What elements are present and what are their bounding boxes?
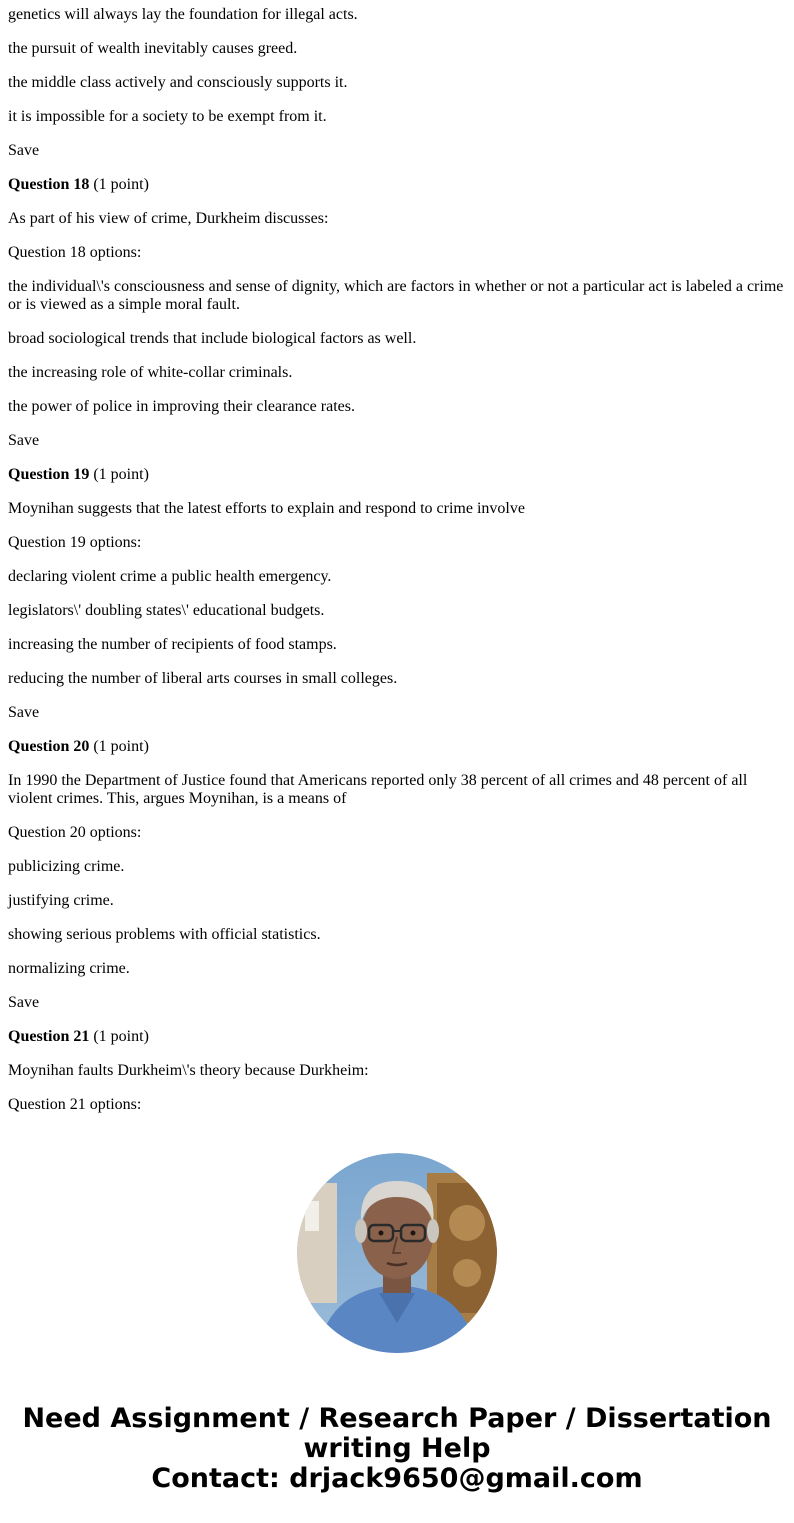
q19-number: Question 19: [8, 466, 90, 483]
q18-save-button[interactable]: Save: [8, 432, 40, 449]
q20-points: (1 point): [93, 738, 149, 755]
q21-options-label: Question 21 options:: [8, 1096, 142, 1113]
q18-number: Question 18: [8, 176, 90, 193]
q19-option-1[interactable]: declaring violent crime a public health emergency.: [8, 568, 332, 585]
q20-save-button[interactable]: Save: [8, 994, 40, 1011]
q17-option-2[interactable]: the pursuit of wealth inevitably causes greed.: [8, 40, 298, 57]
q20-number: Question 20: [8, 738, 90, 755]
q20-option-1[interactable]: publicizing crime.: [8, 858, 125, 875]
promo-section: [0, 1153, 794, 1494]
q21-number: Question 21: [8, 1028, 90, 1045]
q18-option-2[interactable]: broad sociological trends that include biological factors as well.: [8, 330, 417, 347]
q21-prompt: Moynihan faults Durkheim\'s theory because Durkheim:: [8, 1062, 369, 1079]
promo-text: [0, 1404, 794, 1494]
q19-save-button[interactable]: Save: [8, 704, 40, 721]
q18-option-1[interactable]: the individual\'s consciousness and sense of dignity, which are factors in whether or not a particular act is labeled a crime or is viewed as a simple moral fault.: [8, 278, 784, 313]
promo-line-1: Need Assignment / Research Paper / Dissertation: [22, 1403, 772, 1434]
q19-option-3[interactable]: increasing the number of recipients of food stamps.: [8, 636, 337, 653]
promo-contact[interactable]: Contact: drjack9650@gmail.com: [151, 1463, 643, 1494]
q20-heading: [8, 738, 786, 756]
q20-option-3[interactable]: showing serious problems with official statistics.: [8, 926, 321, 943]
q18-heading: [8, 176, 786, 194]
q19-option-4[interactable]: reducing the number of liberal arts courses in small colleges.: [8, 670, 398, 687]
q20-option-2[interactable]: justifying crime.: [8, 892, 114, 909]
q19-points: (1 point): [93, 466, 149, 483]
q17-option-4[interactable]: it is impossible for a society to be exempt from it.: [8, 108, 327, 125]
q20-option-4[interactable]: normalizing crime.: [8, 960, 130, 977]
q18-options-label: Question 18 options:: [8, 244, 142, 261]
q21-points: (1 point): [93, 1028, 149, 1045]
q21-heading: [8, 1028, 786, 1046]
q18-option-4[interactable]: the power of police in improving their clearance rates.: [8, 398, 355, 415]
q18-points: (1 point): [93, 176, 149, 193]
q17-option-3[interactable]: the middle class actively and consciously supports it.: [8, 74, 348, 91]
avatar: [297, 1153, 497, 1353]
q19-options-label: Question 19 options:: [8, 534, 142, 551]
promo-line-2: writing Help: [303, 1433, 491, 1464]
q17-save-button[interactable]: Save: [8, 142, 40, 159]
q20-prompt: In 1990 the Department of Justice found that Americans reported only 38 percent of all crimes and 48 percent of all violent crimes. This, argues Moynihan, is a means of: [8, 772, 748, 807]
q19-prompt: Moynihan suggests that the latest efforts to explain and respond to crime involve: [8, 500, 525, 517]
q19-heading: [8, 466, 786, 484]
q17-option-1[interactable]: genetics will always lay the foundation for illegal acts.: [8, 6, 358, 23]
q18-option-3[interactable]: the increasing role of white-collar criminals.: [8, 364, 293, 381]
q19-option-2[interactable]: legislators\' doubling states\' educational budgets.: [8, 602, 325, 619]
q18-prompt: As part of his view of crime, Durkheim discusses:: [8, 210, 329, 227]
q20-options-label: Question 20 options:: [8, 824, 142, 841]
